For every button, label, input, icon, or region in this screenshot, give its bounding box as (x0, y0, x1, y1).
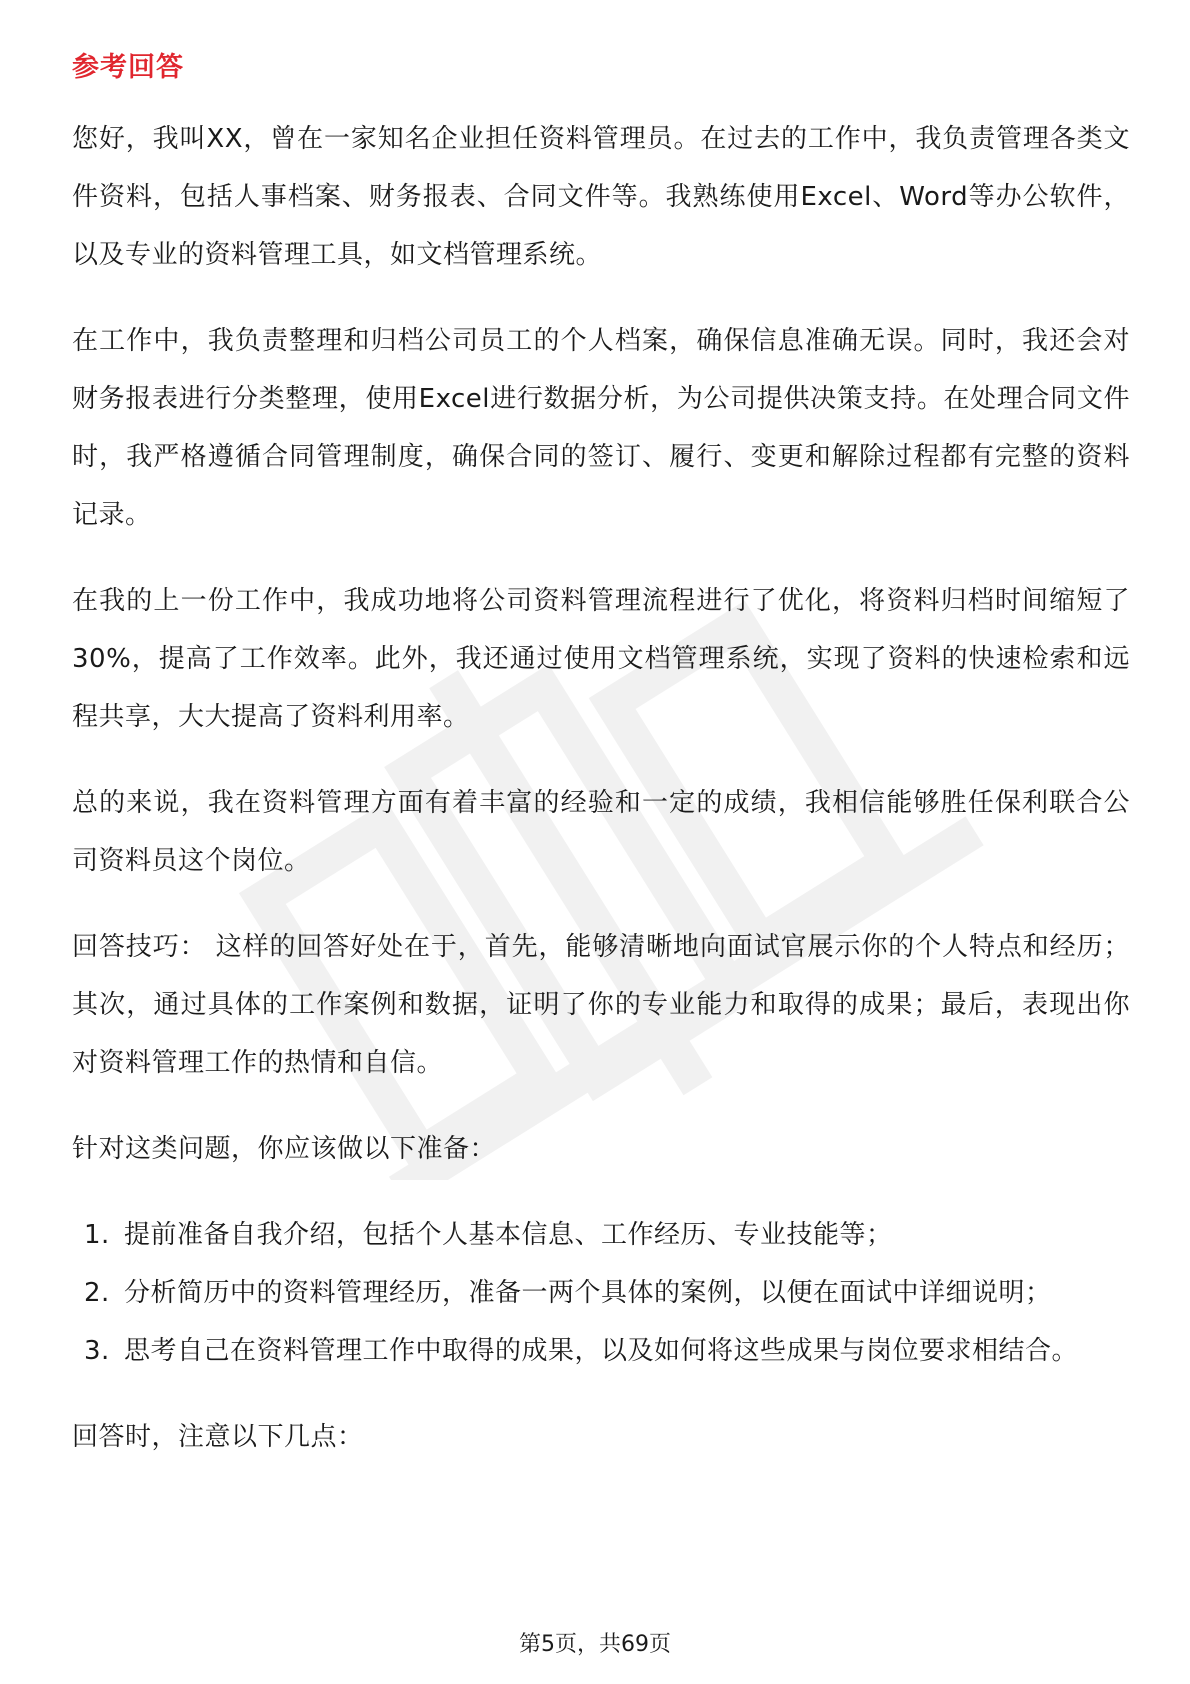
preparation-list (72, 1206, 1130, 1380)
paragraph-tips: 回答技巧： 这样的回答好处在于，首先，能够清晰地向面试官展示你的个人特点和经历；其次，通过具体的工作案例和数据，证明了你的专业能力和取得的成果；最后，表现出你对资料管理工作的热情和自信。 (72, 932, 1130, 1078)
list-item (72, 1206, 1130, 1264)
paragraph-preparation: 针对这类问题，你应该做以下准备： (72, 1134, 497, 1164)
list-number: 2. (84, 1278, 110, 1308)
list-text: 思考自己在资料管理工作中取得的成果，以及如何将这些成果与岗位要求相结合。 (124, 1336, 1079, 1366)
paragraph-achievement: 在我的上一份工作中，我成功地将公司资料管理流程进行了优化，将资料归档时间缩短了30%，提高了工作效率。此外，我还通过使用文档管理系统，实现了资料的快速检索和远程共享，大大提高了资料利用率。 (72, 586, 1130, 732)
list-item (72, 1264, 1130, 1322)
list-number: 3. (84, 1336, 110, 1366)
list-item (72, 1322, 1130, 1380)
paragraph-work: 在工作中，我负责整理和归档公司员工的个人档案，确保信息准确无误。同时，我还会对财务报表进行分类整理，使用Excel进行数据分析，为公司提供决策支持。在处理合同文件时，我严格遵循合同管理制度，确保合同的签订、履行、变更和解除过程都有完整的资料记录。 (72, 326, 1130, 530)
page-number: 第5页，共69页 (519, 1632, 671, 1657)
paragraph-intro: 您好，我叫XX，曾在一家知名企业担任资料管理员。在过去的工作中，我负责管理各类文件资料，包括人事档案、财务报表、合同文件等。我熟练使用Excel、Word等办公软件，以及专业的资料管理工具，如文档管理系统。 (72, 124, 1130, 270)
list-text: 提前准备自我介绍，包括个人基本信息、工作经历、专业技能等； (124, 1220, 893, 1250)
paragraph-summary: 总的来说，我在资料管理方面有着丰富的经验和一定的成绩，我相信能够胜任保利联合公司资料员这个岗位。 (72, 788, 1130, 876)
list-text: 分析简历中的资料管理经历，准备一两个具体的案例，以便在面试中详细说明； (124, 1278, 1052, 1308)
list-number: 1. (84, 1220, 110, 1250)
section-heading: 参考回答 (72, 52, 184, 83)
main-content (72, 48, 1130, 1494)
paragraph-closing: 回答时，注意以下几点： (72, 1422, 364, 1452)
